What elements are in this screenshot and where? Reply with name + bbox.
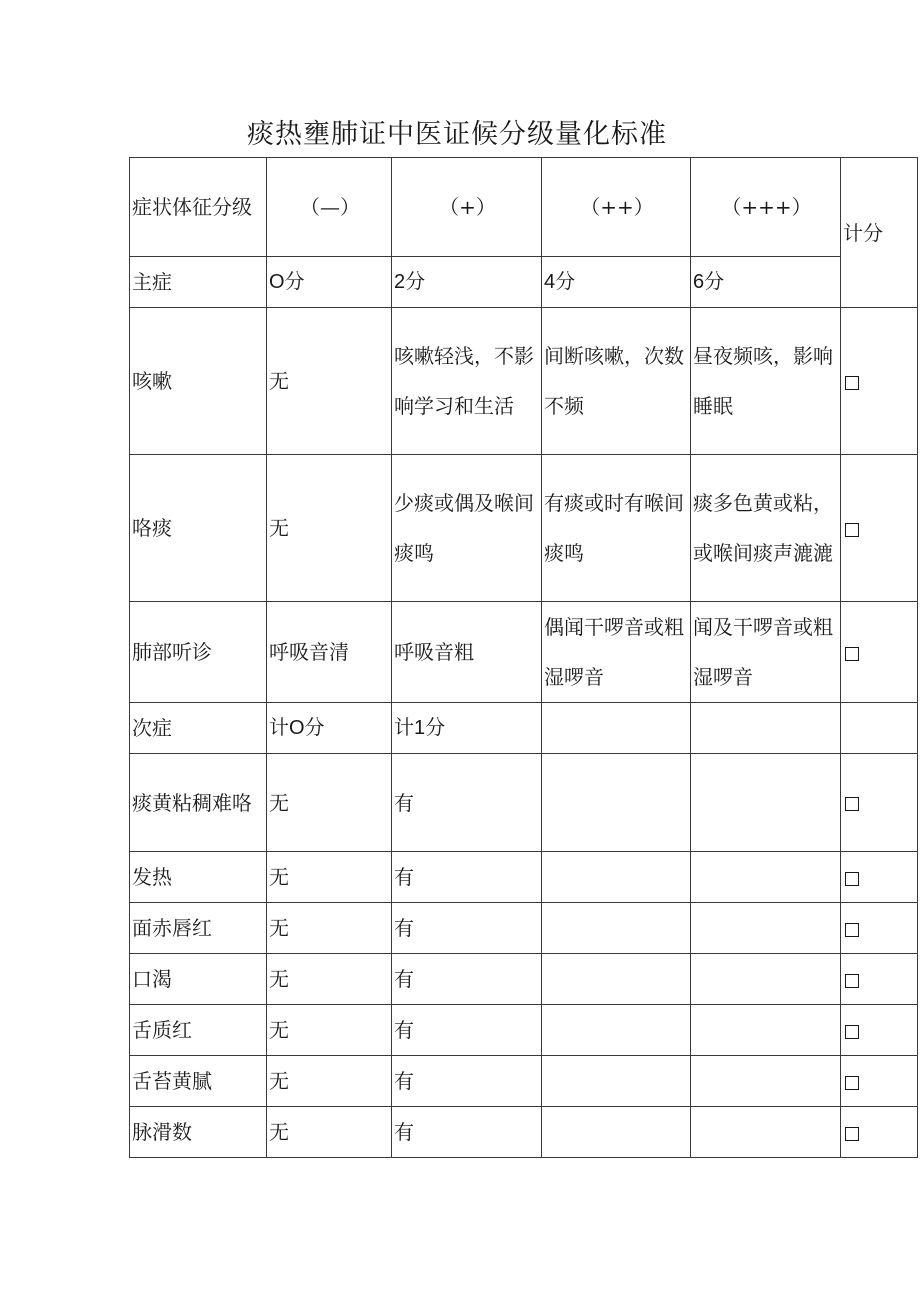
checkbox-icon[interactable]: [845, 1127, 859, 1141]
grade2-cell: 偶闻干啰音或粗湿啰音: [542, 602, 691, 703]
main-symptom-label: 主症: [130, 257, 267, 308]
total-header: 计分: [841, 158, 918, 308]
table-row: [130, 954, 918, 1005]
grade1-cell: 有: [392, 1107, 542, 1158]
grade1-cell: 有: [392, 754, 542, 852]
symptom-name: 口渴: [130, 954, 267, 1005]
table-row: [130, 1107, 918, 1158]
empty-cell: [691, 903, 841, 954]
empty-cell: [691, 754, 841, 852]
main-score-2: 4分: [542, 257, 691, 308]
checkbox-icon[interactable]: [845, 872, 859, 886]
score-checkbox[interactable]: [841, 954, 918, 1005]
grade-header-2: （++）: [542, 158, 691, 257]
table-row: [130, 903, 918, 954]
symptom-name: 肺部听诊: [130, 602, 267, 703]
table-row: [130, 455, 918, 602]
grade-header-0: （—）: [267, 158, 392, 257]
checkbox-icon[interactable]: [845, 1076, 859, 1090]
grade-header-3: （+++）: [691, 158, 841, 257]
checkbox-icon[interactable]: [845, 376, 859, 390]
main-score-1: 2分: [392, 257, 542, 308]
grade0-cell: 无: [267, 1107, 392, 1158]
checkbox-icon[interactable]: [845, 647, 859, 661]
empty-cell: [542, 1107, 691, 1158]
empty-cell: [691, 852, 841, 903]
grade0-cell: 呼吸音清: [267, 602, 392, 703]
table-row: [130, 754, 918, 852]
checkbox-icon[interactable]: [845, 1025, 859, 1039]
empty-cell: [542, 903, 691, 954]
grade1-cell: 有: [392, 1005, 542, 1056]
grade0-cell: 无: [267, 1056, 392, 1107]
table-row: [130, 1056, 918, 1107]
symptom-name: 舌苔黄腻: [130, 1056, 267, 1107]
grade3-cell: 痰多色黄或粘，或喉间痰声漉漉: [691, 455, 841, 602]
grade1-cell: 有: [392, 954, 542, 1005]
grade3-cell: 昼夜频咳，影响睡眠: [691, 308, 841, 455]
symptom-name: 咯痰: [130, 455, 267, 602]
page-title: 痰热壅肺证中医证候分级量化标准: [247, 119, 667, 150]
secondary-score-1: 计1分: [392, 703, 542, 754]
grade2-cell: 有痰或时有喉间痰鸣: [542, 455, 691, 602]
empty-cell: [691, 1005, 841, 1056]
grade3-cell: 闻及干啰音或粗湿啰音: [691, 602, 841, 703]
grade0-cell: 无: [267, 455, 392, 602]
grade1-cell: 有: [392, 903, 542, 954]
symptom-name: 咳嗽: [130, 308, 267, 455]
grade2-cell: 间断咳嗽，次数不频: [542, 308, 691, 455]
score-checkbox[interactable]: [841, 1005, 918, 1056]
score-checkbox[interactable]: [841, 308, 918, 455]
header-row: [130, 158, 918, 257]
empty-cell: [542, 1005, 691, 1056]
header-label: [130, 158, 267, 257]
empty-cell: [691, 1107, 841, 1158]
symptom-name: 脉滑数: [130, 1107, 267, 1158]
empty-cell: [542, 1056, 691, 1107]
empty-cell: [841, 703, 918, 754]
grade1-cell: 有: [392, 852, 542, 903]
grade1-cell: 有: [392, 1056, 542, 1107]
grade1-cell: 呼吸音粗: [392, 602, 542, 703]
main-score-3: 6分: [691, 257, 841, 308]
grade0-cell: 无: [267, 308, 392, 455]
grade0-cell: 无: [267, 754, 392, 852]
score-checkbox[interactable]: [841, 455, 918, 602]
grade0-cell: 无: [267, 852, 392, 903]
empty-cell: [691, 703, 841, 754]
secondary-symptom-score-row: [130, 703, 918, 754]
empty-cell: [542, 954, 691, 1005]
symptom-name: 面赤唇红: [130, 903, 267, 954]
checkbox-icon[interactable]: [845, 974, 859, 988]
grading-table: [129, 157, 918, 1158]
empty-cell: [542, 852, 691, 903]
score-checkbox[interactable]: [841, 903, 918, 954]
empty-cell: [691, 954, 841, 1005]
empty-cell: [691, 1056, 841, 1107]
grade0-cell: 无: [267, 954, 392, 1005]
checkbox-icon[interactable]: [845, 923, 859, 937]
secondary-symptom-label: 次症: [130, 703, 267, 754]
secondary-score-0: 计O分: [267, 703, 392, 754]
score-checkbox[interactable]: [841, 754, 918, 852]
score-checkbox[interactable]: [841, 1107, 918, 1158]
table-row: [130, 308, 918, 455]
checkbox-icon[interactable]: [845, 523, 859, 537]
grade1-cell: 咳嗽轻浅，不影响学习和生活: [392, 308, 542, 455]
grade0-cell: 无: [267, 1005, 392, 1056]
main-score-0: O分: [267, 257, 392, 308]
table-row: [130, 1005, 918, 1056]
table-row: [130, 852, 918, 903]
score-checkbox[interactable]: [841, 1056, 918, 1107]
table-row: [130, 602, 918, 703]
grade0-cell: 无: [267, 903, 392, 954]
symptom-name: 舌质红: [130, 1005, 267, 1056]
header-label-text: 症状体征分级: [132, 195, 252, 219]
main-symptom-score-row: [130, 257, 918, 308]
empty-cell: [542, 754, 691, 852]
score-checkbox[interactable]: [841, 852, 918, 903]
grade-header-1: （+）: [392, 158, 542, 257]
grade1-cell: 少痰或偶及喉间痰鸣: [392, 455, 542, 602]
symptom-name: 发热: [130, 852, 267, 903]
checkbox-icon[interactable]: [845, 797, 859, 811]
empty-cell: [542, 703, 691, 754]
symptom-name: 痰黄粘稠难咯: [130, 754, 267, 852]
score-checkbox[interactable]: [841, 602, 918, 703]
